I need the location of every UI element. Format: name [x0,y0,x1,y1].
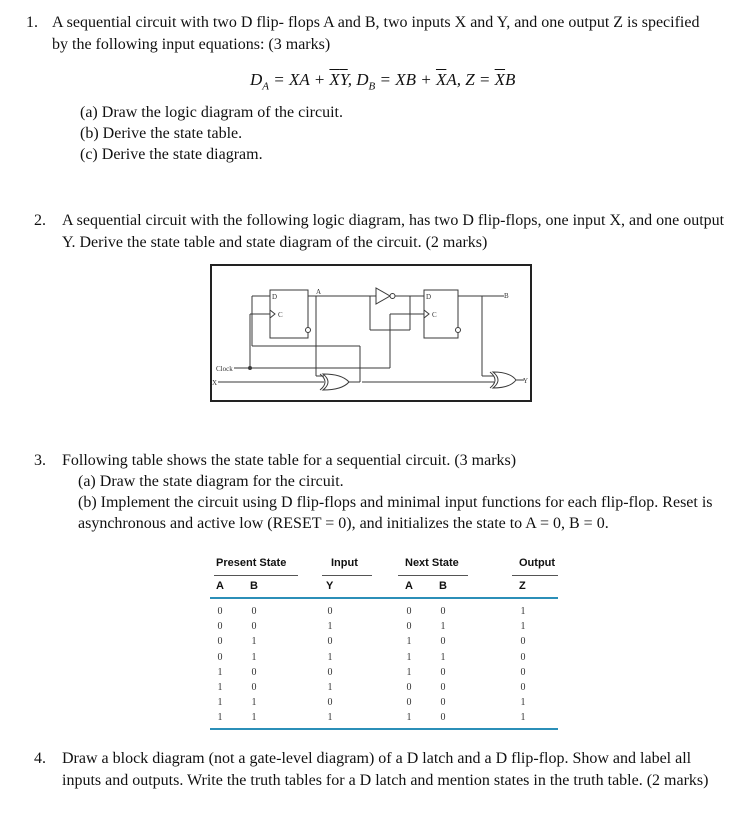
table-cell: 1 [327,621,333,633]
table-cell: 1 [217,666,223,678]
table-cell: 0 [520,682,526,693]
table-cell: 1 [251,636,257,648]
table-bottom-rule [210,728,558,730]
table-cell: 0 [217,606,223,617]
table-cell: 0 [406,621,412,633]
table-cell: 0 [217,651,223,663]
diagram-label-y: Y [523,377,529,385]
header-present-state: Present State [216,557,287,569]
table-cell: 0 [251,621,257,633]
table-cell: 1 [327,651,333,663]
diagram-label-c1: C [278,311,283,319]
table-cell: 1 [406,712,412,724]
subheader-y: Y [326,580,334,592]
q3-part-a: (a) Draw the state diagram for the circuit. [78,473,344,490]
table-cell: 1 [520,697,526,709]
table-cell: 0 [406,682,412,693]
table-cell: 1 [251,651,257,663]
table-cell: 0 [251,682,257,693]
table-cell: 1 [251,697,257,709]
table-cell: 0 [327,606,333,617]
q1-part-b: (b) Derive the state table. [80,125,243,142]
table-cell: 0 [217,621,223,633]
header-output: Output [519,557,556,569]
table-cell: 0 [440,682,446,693]
table-cell: 0 [327,636,333,648]
table-cell: 0 [406,697,412,709]
underline-input [322,575,372,576]
table-cell: 1 [251,712,257,724]
diagram-label-c2: C [432,311,437,319]
header-next-state: Next State [405,557,459,569]
table-cell: 1 [406,651,412,663]
header-input: Input [331,557,358,569]
table-cell: 0 [251,606,257,617]
subheader-a: A [216,580,224,592]
table-cell: 0 [327,697,333,709]
q1-text: A sequential circuit with two D flip- flops A and B, two inputs X and Y, and one output Z is specified by the following input equations: (3 marks) [52,14,700,53]
table-cell: 1 [327,682,333,693]
table-cell: 0 [440,712,446,724]
table-cell: 1 [520,621,526,633]
q4-text: Draw a block diagram (not a gate-level diagram) of a D latch and a D flip-flop. Show and label all inputs and outputs. Write the truth tables for a D latch and mention states in the truth table. (2 marks) [62,750,709,789]
table-cell: 0 [520,666,526,678]
diagram-label-b: B [504,292,509,300]
q4-number: 4. [34,750,46,767]
underline-output [512,575,558,576]
table-cell: 0 [217,636,223,648]
subheader-b: B [250,580,258,592]
q3-text: Following table shows the state table for a sequential circuit. (3 marks) [62,452,517,469]
subheader-z: Z [519,580,526,592]
table-cell: 1 [440,621,446,633]
table-cell: 1 [520,712,526,724]
table-cell: 0 [520,651,526,663]
table-cell: 0 [440,697,446,709]
table-cell: 1 [327,712,333,724]
q2-number: 2. [34,212,46,229]
table-cell: 0 [520,636,526,648]
table-cell: 1 [217,682,223,693]
table-cell: 1 [217,697,223,709]
underline-next [398,575,468,576]
q3-number: 3. [34,452,46,469]
underline-present [214,575,298,576]
table-cell: 0 [406,606,412,617]
diagram-label-d2: D [426,293,432,301]
logic-diagram-svg [212,266,530,400]
table-cell: 0 [440,666,446,678]
table-cell: 1 [217,712,223,724]
subheader-next-b: B [439,580,447,592]
table-cell: 1 [406,666,412,678]
table-cell: 0 [440,606,446,617]
table-top-rule [210,597,558,599]
logic-diagram [210,264,532,402]
table-cell: 0 [327,666,333,678]
q1-eq-render: $D_A$ = XA + $\overline{X}\overline{Y}$, $D_B$ = XB + $\overline{X}A$, $Z = \overline{X}B$ [250,70,516,93]
q1-part-c: (c) Derive the state diagram. [80,146,263,163]
table-cell: 0 [440,636,446,648]
q1-number: 1. [26,14,38,31]
subheader-next-a: A [405,580,413,592]
diagram-label-x: X [212,379,218,387]
q3-part-b: (b) Implement the circuit using D flip-flops and minimal input functions for each flip-flop. Reset is asynchronous and active low (RESET = 0), and initializes the state to A = 0, B = 0. [78,494,713,532]
table-cell: 1 [440,651,446,663]
diagram-label-clock: Clock [216,365,233,373]
diagram-label-d1: D [272,293,278,301]
table-cell: 0 [251,666,257,678]
q1-equations [250,70,515,92]
diagram-label-a: A [316,288,322,296]
q1-part-a: (a) Draw the logic diagram of the circuit. [80,104,343,121]
table-cell: 1 [406,636,412,648]
q2-text: A sequential circuit with the following logic diagram, has two D flip-flops, one input X, and one output Y. Derive the state table and state diagram of the circuit. (2 marks) [62,212,725,251]
table-cell: 1 [520,606,526,617]
